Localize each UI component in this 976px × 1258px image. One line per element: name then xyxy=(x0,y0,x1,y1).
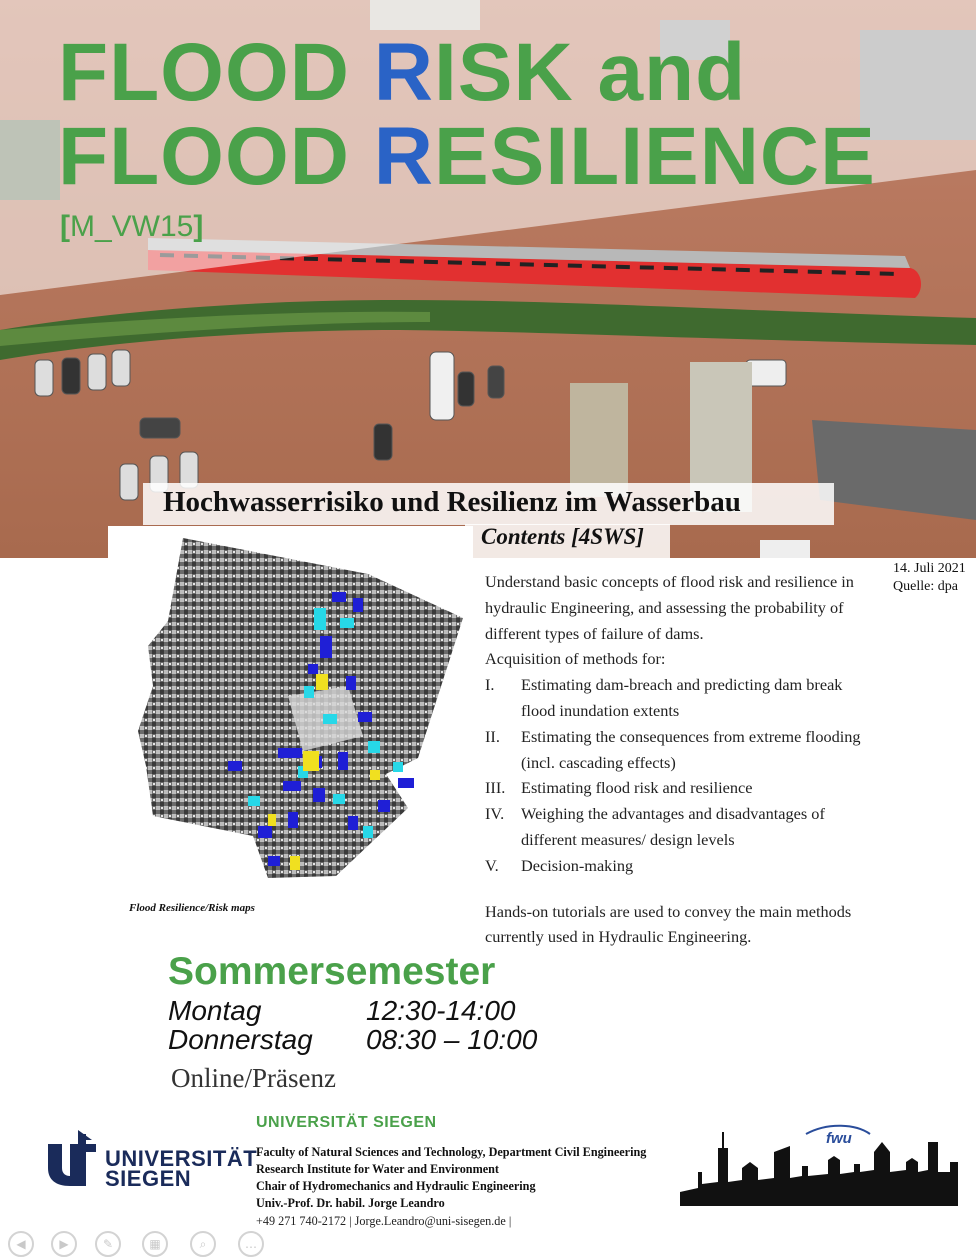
pen-icon: ✎ xyxy=(102,1237,114,1251)
title-line-1: FLOOD RISK and xyxy=(58,27,747,118)
slides-icon: ▦ xyxy=(149,1237,161,1251)
list-item: V. Decision-making xyxy=(485,855,634,875)
contents-intro: Understand basic concepts of flood risk and resilience in hydraulic Engineering, and assessing the probability of different types of failure of dams. xyxy=(485,572,854,643)
teaching-mode: Online/Präsenz xyxy=(171,1063,336,1093)
risk-map-panel xyxy=(108,526,473,888)
previous-page-icon: ◀ xyxy=(16,1237,26,1251)
more-button[interactable] xyxy=(238,1231,264,1257)
list-item: I. Estimating dam-breach and predicting dam break flood inundation extents xyxy=(485,675,843,720)
affiliation-chair: Chair of Hydromechanics and Hydraulic Engineering xyxy=(256,1179,536,1193)
schedule-day-1: Montag xyxy=(168,995,262,1026)
university-heading: UNIVERSITÄT SIEGEN xyxy=(256,1114,437,1131)
fwu-skyline-logo xyxy=(678,1122,968,1211)
affiliation-faculty: Faculty of Natural Sciences and Technology, Department Civil Engineering xyxy=(256,1145,647,1159)
logo-word-siegen: SIEGEN xyxy=(105,1166,192,1191)
skyline-icon xyxy=(678,1122,968,1206)
schedule-day-2: Donnerstag xyxy=(168,1024,313,1055)
affiliation-professor: Univ.-Prof. Dr. habil. Jorge Leandro xyxy=(256,1196,445,1210)
flood-risk-map-icon xyxy=(108,526,473,888)
siegen-logo-icon xyxy=(48,1130,104,1190)
photo-date: 14. Juli 2021 xyxy=(893,561,966,576)
list-item: III. Estimating flood risk and resilience xyxy=(485,778,753,798)
next-page-button[interactable] xyxy=(51,1231,77,1257)
contact-line: +49 271 740-2172 | Jorge.Leandro@uni-sisegen.de | xyxy=(256,1214,512,1228)
viewer-toolbar xyxy=(0,1228,300,1258)
schedule-time-1: 12:30-14:00 xyxy=(366,995,516,1026)
list-item: IV. Weighing the advantages and disadvantages of different measures/ design levels xyxy=(485,804,825,849)
title-line-2: FLOOD RESILIENCE xyxy=(58,111,876,202)
zoom-button[interactable] xyxy=(190,1231,216,1257)
contents-text xyxy=(485,569,875,950)
contents-outro: Hands-on tutorials are used to convey the main methods currently used in Hydraulic Engineering. xyxy=(485,901,852,947)
map-caption: Flood Resilience/Risk maps xyxy=(129,902,255,914)
semester-heading: Sommersemester xyxy=(168,950,496,993)
more-icon: … xyxy=(245,1237,257,1251)
affiliation-institute: Research Institute for Water and Environment xyxy=(256,1162,499,1176)
previous-page-button[interactable] xyxy=(8,1231,34,1257)
slides-button[interactable] xyxy=(142,1231,168,1257)
title-panel xyxy=(0,0,976,300)
schedule-time-2: 08:30 – 10:00 xyxy=(366,1024,538,1055)
german-title: Hochwasserrisiko und Resilienz im Wasserbau xyxy=(163,486,741,518)
course-code: [M_VW15] xyxy=(60,210,204,243)
list-item: II. Estimating the consequences from extreme flooding (incl. cascading effects) xyxy=(485,726,861,772)
zoom-icon: ⌕ xyxy=(199,1237,207,1251)
logo-word-university: UNIVERSITÄT xyxy=(105,1146,258,1171)
pen-button[interactable] xyxy=(95,1231,121,1257)
fwu-label: fwu xyxy=(826,1130,852,1147)
next-page-icon: ▶ xyxy=(59,1237,69,1251)
method-list xyxy=(485,672,875,878)
contents-label: Contents [4SWS] xyxy=(481,524,644,549)
methods-heading: Acquisition of methods for: xyxy=(485,649,666,669)
photo-source: Quelle: dpa xyxy=(893,579,958,594)
